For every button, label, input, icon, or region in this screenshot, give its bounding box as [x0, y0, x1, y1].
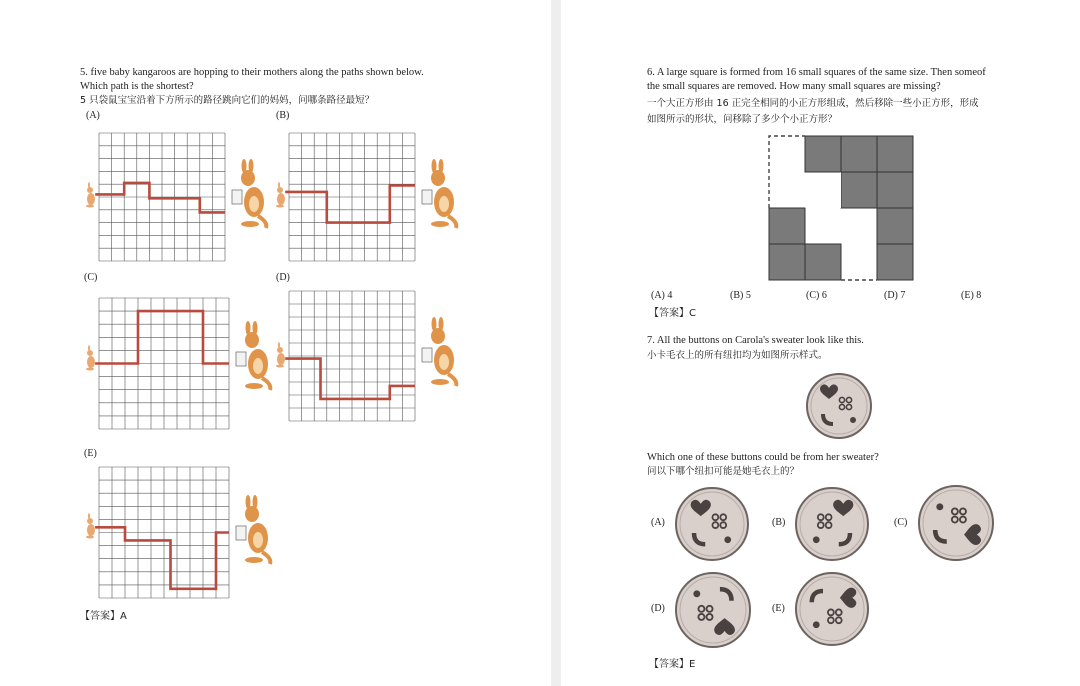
- kangaroo-mother-c: [232, 322, 272, 392]
- kangaroo-feet: [245, 383, 263, 389]
- q5-label-d: (D): [276, 272, 290, 283]
- q6-option-d: (D) 7: [884, 290, 906, 301]
- q5-text-2: Which path is the shortest?: [80, 81, 194, 92]
- dot-mark: [724, 536, 731, 543]
- q6-text-3: 一个大正方形由 16 正完全相同的小正方形组成，然后移除一些小正方形，形成: [647, 98, 979, 109]
- button-option-a: [673, 485, 753, 565]
- kangaroo-ear: [246, 321, 251, 335]
- q5-text-3: 5 只袋鼠宝宝沿着下方所示的路径跳向它们的妈妈，问哪条路径最短？: [80, 95, 375, 106]
- q6-text-4: 如图所示的形状，问移除了多少个小正方形？: [647, 114, 838, 125]
- grid-d: [289, 291, 415, 421]
- kangaroo-sign: [236, 352, 246, 366]
- kangaroo-ear: [439, 317, 444, 331]
- kangaroo-ear: [432, 159, 437, 173]
- reference-button: [804, 371, 874, 441]
- kangaroo-sign: [232, 190, 242, 204]
- baby-body: [277, 353, 285, 365]
- kangaroo-feet: [241, 221, 259, 227]
- baby-body: [87, 524, 95, 536]
- kangaroo-belly: [439, 196, 449, 212]
- baby-feet: [86, 205, 94, 208]
- kangaroo-ear: [253, 321, 258, 335]
- kangaroo-tail: [258, 216, 266, 228]
- kangaroo-tail: [448, 216, 456, 228]
- kangaroo-ear: [253, 495, 258, 509]
- baby-body: [277, 193, 285, 205]
- small-square: [877, 136, 913, 172]
- path-line: [285, 186, 415, 223]
- q5-text-1: 5. five baby kangaroos are hopping to their mothers along the paths shown below.: [80, 67, 424, 78]
- q6-text-2: the small squares are removed. How many small squares are missing?: [647, 81, 941, 92]
- small-square: [877, 172, 913, 208]
- kangaroo-tail: [448, 374, 456, 386]
- q7-label-b: (B): [772, 517, 786, 528]
- q7-text-3: Which one of these buttons could be from her sweater?: [647, 452, 879, 463]
- q7-label-e: (E): [772, 603, 785, 614]
- kangaroo-sign: [422, 190, 432, 204]
- kangaroo-ear: [249, 159, 254, 173]
- path-line: [95, 183, 225, 213]
- missing-squares-figure: [767, 134, 917, 282]
- kangaroo-feet: [431, 379, 449, 385]
- baby-body: [87, 193, 95, 205]
- baby-kangaroo-c: [84, 346, 98, 372]
- baby-ear: [88, 345, 90, 351]
- small-square: [769, 244, 805, 280]
- baby-feet: [276, 205, 284, 208]
- button-option-b: [793, 485, 873, 565]
- baby-kangaroo-a: [84, 183, 98, 209]
- kangaroo-mother-a: [228, 160, 268, 230]
- baby-head: [277, 347, 283, 353]
- q7-text-4: 问以下哪个纽扣可能是她毛衣上的？: [647, 466, 800, 477]
- q7-label-c: (C): [894, 517, 908, 528]
- kangaroo-ear: [432, 317, 437, 331]
- baby-feet: [86, 368, 94, 371]
- baby-feet: [276, 365, 284, 368]
- q6-option-b: (B) 5: [730, 290, 751, 301]
- kangaroo-belly: [439, 354, 449, 370]
- kangaroo-tail: [262, 552, 270, 564]
- q7-label-d: (D): [651, 603, 665, 614]
- kangaroo-ear: [246, 495, 251, 509]
- kangaroo-belly: [249, 196, 259, 212]
- kangaroo-sign: [236, 526, 246, 540]
- kangaroo-ear: [439, 159, 444, 173]
- kangaroo-feet: [431, 221, 449, 227]
- dot-mark: [813, 621, 820, 628]
- q7-text-2: 小卡毛衣上的所有纽扣均为如图所示样式。: [647, 350, 828, 361]
- kangaroo-belly: [253, 532, 263, 548]
- baby-body: [87, 356, 95, 368]
- q5-label-e: (E): [84, 448, 97, 459]
- small-square: [805, 244, 841, 280]
- small-square: [841, 136, 877, 172]
- q5-answer: 【答案】A: [80, 611, 127, 622]
- path-line: [95, 527, 229, 589]
- small-square: [877, 244, 913, 280]
- baby-kangaroo-b: [274, 183, 288, 209]
- kangaroo-tail: [262, 378, 270, 390]
- q6-answer: 【答案】C: [649, 308, 696, 319]
- grid-b: [289, 133, 415, 261]
- baby-head: [87, 518, 93, 524]
- baby-head: [87, 187, 93, 193]
- baby-head: [87, 350, 93, 356]
- baby-kangaroo-d: [274, 343, 288, 369]
- baby-ear: [88, 182, 90, 188]
- small-square: [841, 172, 877, 208]
- grid-e: [99, 467, 229, 598]
- dot-mark: [693, 590, 700, 597]
- kangaroo-sign: [422, 348, 432, 362]
- kangaroo-belly: [253, 358, 263, 374]
- q5-label-b: (B): [276, 110, 290, 121]
- q6-option-c: (C) 6: [806, 290, 827, 301]
- baby-ear: [278, 182, 280, 188]
- kangaroo-ear: [242, 159, 247, 173]
- button-option-e: [793, 570, 873, 650]
- kangaroo-mother-b: [418, 160, 458, 230]
- button-option-c: [916, 483, 996, 563]
- removed-outline: [769, 136, 805, 208]
- baby-kangaroo-e: [84, 514, 98, 540]
- grid-c: [99, 298, 229, 429]
- small-square: [877, 208, 913, 244]
- notch: [805, 172, 841, 208]
- dot-mark: [936, 503, 943, 510]
- kangaroo-mother-e: [232, 496, 272, 566]
- q7-label-a: (A): [651, 517, 665, 528]
- baby-feet: [86, 536, 94, 539]
- small-square: [769, 208, 805, 244]
- q5-label-c: (C): [84, 272, 98, 283]
- path-line: [285, 359, 415, 399]
- q6-text-1: 6. A large square is formed from 16 small squares of the same size. Then someof: [647, 67, 986, 78]
- dot-mark: [850, 417, 856, 423]
- page-right: [561, 0, 1080, 686]
- button-option-d: [673, 570, 753, 650]
- q6-option-a: (A) 4: [651, 290, 673, 301]
- q7-text-1: 7. All the buttons on Carola's sweater look like this.: [647, 335, 864, 346]
- dot-mark: [813, 536, 820, 543]
- baby-ear: [278, 342, 280, 348]
- q7-answer: 【答案】E: [649, 659, 696, 670]
- grid-a: [99, 133, 225, 261]
- kangaroo-feet: [245, 557, 263, 563]
- baby-head: [277, 187, 283, 193]
- baby-ear: [88, 513, 90, 519]
- small-square: [805, 136, 841, 172]
- kangaroo-mother-d: [418, 318, 458, 388]
- q6-option-e: (E) 8: [961, 290, 982, 301]
- q5-label-a: (A): [86, 110, 100, 121]
